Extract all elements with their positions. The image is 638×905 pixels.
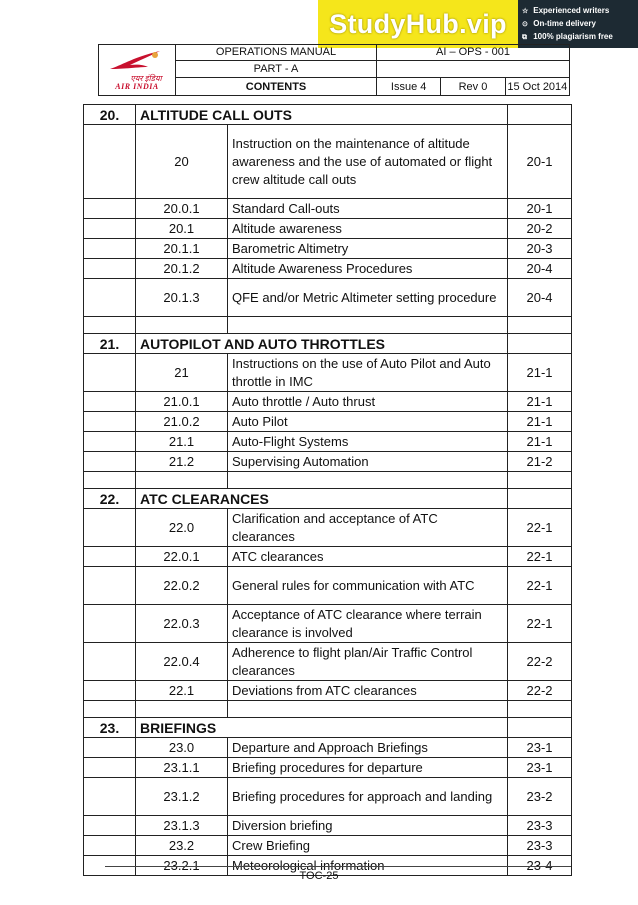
doc-id-blank [377,60,570,78]
row-page: 22-2 [508,643,572,681]
row-page: 22-1 [508,567,572,605]
row-description: Barometric Altimetry [228,239,508,259]
toc-row [84,758,572,778]
row-number: 22.0.1 [136,547,228,567]
row-description: Briefing procedures for approach and landing [228,778,508,816]
date-label: 15 Oct 2014 [505,78,569,96]
section-header-row [84,105,572,125]
row-number: 21 [136,354,228,392]
row-number: 23.0 [136,738,228,758]
air-india-logo [99,49,175,91]
section-page-blank [508,105,572,125]
toc-row [84,125,572,199]
row-page: 22-1 [508,547,572,567]
banner-feature [522,31,638,44]
row-page: 21-2 [508,452,572,472]
row-blank [84,354,136,392]
section-number: 21. [84,334,136,354]
toc-row [84,836,572,856]
row-blank [84,816,136,836]
toc-row [84,567,572,605]
section-header-row [84,489,572,509]
row-number: 22.1 [136,681,228,701]
banner-title[interactable]: StudyHub.vip [329,8,507,39]
row-number: 22.0.2 [136,567,228,605]
row-description: Acceptance of ATC clearance where terrain clearance is involved [228,605,508,643]
banner-feature-label: Experienced writers [533,5,610,15]
section-title: BRIEFINGS [136,718,508,738]
section-number: 22. [84,489,136,509]
toc-row [84,452,572,472]
row-description: Meteorological information [228,856,508,876]
banner-feature-label: On-time delivery [533,18,596,28]
row-number: 20.0.1 [136,199,228,219]
row-description: Clarification and acceptance of ATC clearances [228,509,508,547]
toc-row [84,738,572,758]
logo-text: AIR INDIA [115,82,159,91]
row-page: 20-4 [508,279,572,317]
row-blank [84,509,136,547]
row-page: 23-4 [508,856,572,876]
toc-row [84,259,572,279]
row-number: 20.1.1 [136,239,228,259]
row-blank [84,239,136,259]
row-page: 21-1 [508,432,572,452]
toc-row [84,681,572,701]
row-description: Crew Briefing [228,836,508,856]
toc-row [84,354,572,392]
section-title: ATC CLEARANCES [136,489,508,509]
section-page-blank [508,489,572,509]
toc-row [84,199,572,219]
row-blank [84,279,136,317]
row-blank [84,836,136,856]
row-page: 20-4 [508,259,572,279]
clock-icon: ⊙ [522,20,528,28]
page-number: TOC-25 [299,870,339,882]
row-number: 23.2.1 [136,856,228,876]
row-description: QFE and/or Metric Altimeter setting procedure [228,279,508,317]
copy-icon: ⧉ [522,33,527,41]
row-number: 20 [136,125,228,199]
row-description: Deviations from ATC clearances [228,681,508,701]
banner-features [518,0,638,48]
row-page: 20-3 [508,239,572,259]
row-page: 22-1 [508,509,572,547]
row-description: Altitude awareness [228,219,508,239]
document-header [98,44,570,96]
row-blank [84,778,136,816]
row-number: 23.1.2 [136,778,228,816]
row-page: 20-2 [508,219,572,239]
row-page: 23-3 [508,836,572,856]
row-number: 20.1 [136,219,228,239]
section-header-row [84,718,572,738]
row-blank [84,412,136,432]
contents-table [83,104,572,876]
row-description: Standard Call-outs [228,199,508,219]
spacer-row [84,701,572,718]
section-header-row [84,334,572,354]
manual-title: OPERATIONS MANUAL [176,45,377,61]
banner-feature [522,5,638,18]
row-page: 22-2 [508,681,572,701]
toc-row [84,279,572,317]
row-number: 23.1.1 [136,758,228,778]
toc-row [84,412,572,432]
toc-row [84,509,572,547]
row-description: Supervising Automation [228,452,508,472]
toc-row [84,816,572,836]
row-page: 23-1 [508,738,572,758]
row-blank [84,643,136,681]
toc-row [84,432,572,452]
row-number: 23.1.3 [136,816,228,836]
toc-row [84,219,572,239]
row-description: Auto Pilot [228,412,508,432]
row-blank [84,681,136,701]
row-blank [84,219,136,239]
row-page: 21-1 [508,392,572,412]
toc-row [84,392,572,412]
logo-hindi-text: एयर इंडिया [130,74,162,83]
contents-label: CONTENTS [176,78,377,96]
section-page-blank [508,334,572,354]
row-blank [84,567,136,605]
row-number: 21.0.2 [136,412,228,432]
section-title: ALTITUDE CALL OUTS [136,105,508,125]
row-blank [84,758,136,778]
row-blank [84,259,136,279]
banner-feature [522,18,638,31]
row-description: Diversion briefing [228,816,508,836]
row-page: 21-1 [508,354,572,392]
row-page: 23-3 [508,816,572,836]
row-number: 23.2 [136,836,228,856]
row-description: Briefing procedures for departure [228,758,508,778]
banner-feature-label: 100% plagiarism free [533,31,613,41]
star-icon: ☆ [522,7,529,15]
row-number: 20.1.2 [136,259,228,279]
spacer-row [84,472,572,489]
row-page: 20-1 [508,199,572,219]
row-number: 20.1.3 [136,279,228,317]
section-title: AUTOPILOT AND AUTO THROTTLES [136,334,508,354]
row-description: Auto throttle / Auto thrust [228,392,508,412]
toc-row [84,778,572,816]
rev-label: Rev 0 [441,78,505,96]
row-page: 23-2 [508,778,572,816]
row-description: Auto-Flight Systems [228,432,508,452]
row-number: 21.0.1 [136,392,228,412]
section-page-blank [508,718,572,738]
spacer-row [84,317,572,334]
row-number: 21.1 [136,432,228,452]
footer-divider [105,866,571,867]
row-page: 21-1 [508,412,572,432]
toc-row [84,605,572,643]
row-blank [84,547,136,567]
part-label: PART - A [176,60,377,78]
row-description: Adherence to flight plan/Air Traffic Control clearances [228,643,508,681]
issue-label: Issue 4 [377,78,441,96]
row-number: 22.0.4 [136,643,228,681]
toc-row [84,239,572,259]
row-description: Instructions on the use of Auto Pilot and Auto throttle in IMC [228,354,508,392]
row-blank [84,452,136,472]
section-number: 20. [84,105,136,125]
banner-brand[interactable] [318,0,518,48]
row-description: Instruction on the maintenance of altitude awareness and the use of automated or flight crew altitude call outs [228,125,508,199]
row-blank [84,392,136,412]
row-description: ATC clearances [228,547,508,567]
section-number: 23. [84,718,136,738]
row-blank [84,125,136,199]
row-blank [84,199,136,219]
row-description: General rules for communication with ATC [228,567,508,605]
toc-row [84,643,572,681]
row-blank [84,738,136,758]
flying-swan-icon [108,49,166,73]
row-number: 22.0.3 [136,605,228,643]
logo-cell [99,45,176,96]
row-description: Altitude Awareness Procedures [228,259,508,279]
doc-id: AI – OPS - 001 [377,45,570,61]
row-page: 22-1 [508,605,572,643]
row-page: 23-1 [508,758,572,778]
row-number: 21.2 [136,452,228,472]
row-page: 20-1 [508,125,572,199]
row-description: Departure and Approach Briefings [228,738,508,758]
toc-row [84,547,572,567]
row-blank [84,605,136,643]
row-blank [84,432,136,452]
row-number: 22.0 [136,509,228,547]
